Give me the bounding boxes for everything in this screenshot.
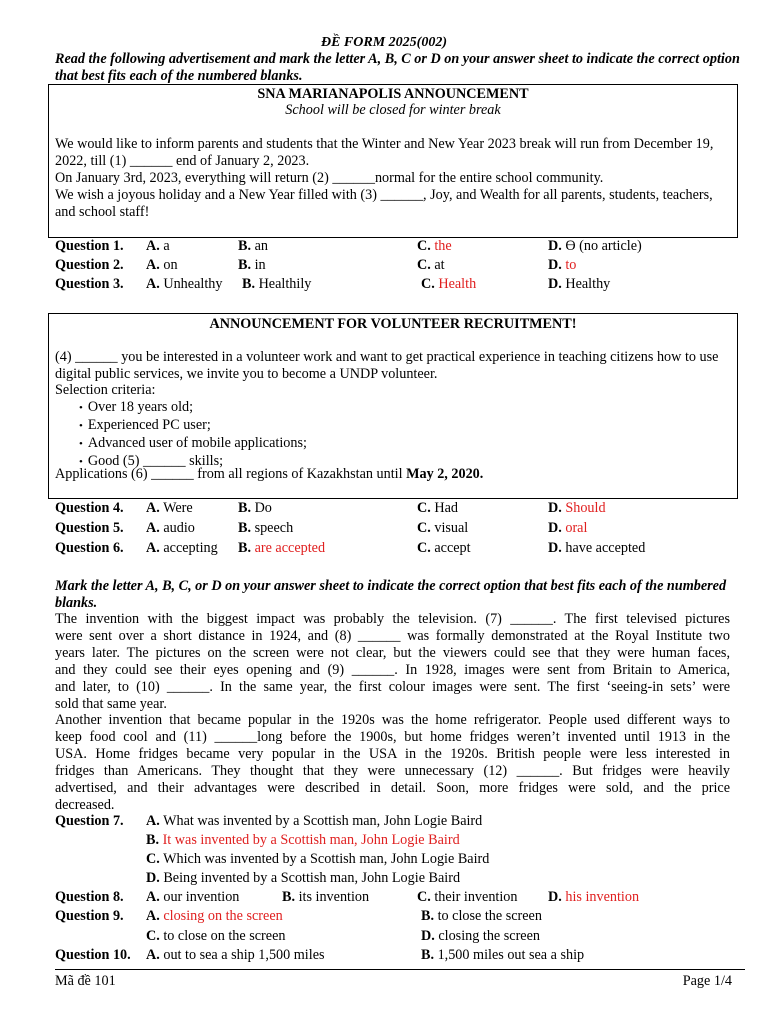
question-label: Question 8. (55, 889, 124, 905)
option-d[interactable]: D. closing the screen (421, 928, 540, 944)
passage-line: sold that same year. (55, 696, 167, 712)
option-c[interactable]: C. accept (417, 540, 471, 556)
passage-line: fridges than Americans. They thought that they were unnecessary (12) ______. But fridges were heavily (55, 763, 730, 779)
passage-line: Another invention that became popular in the 1920s was the home refrigerator. People used different ways to (55, 712, 730, 728)
page-number: Page 1/4 (682, 973, 732, 989)
applications-line: Applications (6) ______ from all regions of Kazakhstan until May 2, 2020. (55, 466, 484, 482)
option-b[interactable]: B. in (238, 257, 266, 273)
option-a[interactable]: A. a (146, 238, 170, 254)
criteria-list (65, 399, 665, 471)
question-label: Question 7. (55, 813, 124, 829)
option-d-correct[interactable]: D. his invention (548, 889, 640, 905)
question-label: Question 1. (55, 238, 124, 254)
page-title: ĐỀ FORM 2025(002) (320, 35, 447, 50)
passage-paragraph-1 (55, 611, 730, 713)
option-a-correct[interactable]: A. closing on the screen (146, 908, 283, 924)
criteria-item: • Advanced user of mobile applications; (79, 435, 665, 453)
question-label: Question 5. (55, 520, 124, 536)
passage-line: years later. The pictures on the screen were not clear, but the viewers could see that they were human faces, (55, 645, 730, 661)
box2-paragraph-1: (4) ______ you be interested in a volunteer work and want to get practical experience in teaching citizens how to use digital public services, we invite you to become a UNDP volunteer. (55, 349, 719, 382)
option-b[interactable]: B. 1,500 miles out sea a ship (421, 947, 585, 963)
option-a[interactable]: A. What was invented by a Scottish man, John Logie Baird (146, 813, 483, 829)
option-a[interactable]: A. Were (146, 500, 193, 516)
option-a[interactable]: A. audio (146, 520, 195, 536)
option-c[interactable]: C. their invention (417, 889, 518, 905)
option-b[interactable]: B. its invention (282, 889, 370, 905)
option-a[interactable]: A. on (146, 257, 178, 273)
instructions-2: Mark the letter A, B, C, or D on your answer sheet to indicate the correct option that best fits each of the numbered blanks. (55, 578, 727, 611)
criteria-item: • Good (5) ______ skills; (79, 453, 665, 471)
application-deadline: May 2, 2020. (406, 466, 484, 482)
passage-line: and they could see their eyes opening and (9) ______. In 1928, images were sent from Britain to America, (55, 662, 730, 678)
option-c[interactable]: C. to close on the screen (146, 928, 286, 944)
passage-line: keep food cool and (11) ______long before the 1900s, but home fridges weren’t invented until 1913 in the (55, 729, 730, 745)
option-c[interactable]: C. Which was invented by a Scottish man, John Logie Baird (146, 851, 490, 867)
box1-paragraph-2: On January 3rd, 2023, everything will return (2) ______normal for the entire school community. (55, 170, 604, 186)
option-b[interactable]: B. Do (238, 500, 272, 516)
criteria-item: • Over 18 years old; (79, 399, 665, 417)
box1-subheading: School will be closed for winter break (285, 102, 501, 118)
criteria-item: • Experienced PC user; (79, 417, 665, 435)
passage-line: The invention with the biggest impact was probably the television. (7) ______. The first televised pictures (55, 611, 730, 627)
option-c-correct[interactable]: C. the (417, 238, 452, 254)
box1-heading: SNA MARIANAPOLIS ANNOUNCEMENT (257, 86, 529, 102)
option-c[interactable]: C. visual (417, 520, 469, 536)
option-d-correct[interactable]: D. oral (548, 520, 588, 536)
question-label: Question 3. (55, 276, 124, 292)
option-b[interactable]: B. Healthily (242, 276, 312, 292)
option-b-correct[interactable]: B. are accepted (238, 540, 326, 556)
question-label: Question 10. (55, 947, 131, 963)
option-c-correct[interactable]: C. Health (421, 276, 477, 292)
passage-paragraph-2 (55, 712, 730, 814)
question-label: Question 2. (55, 257, 124, 273)
passage-line: USA. Home fridges became very popular in the USA in the 1920s. British people were less interested in (55, 746, 730, 762)
box2-heading: ANNOUNCEMENT FOR VOLUNTEER RECRUITMENT! (209, 316, 577, 332)
option-b-correct[interactable]: B. It was invented by a Scottish man, John Logie Baird (146, 832, 460, 848)
option-d[interactable]: D. Healthy (548, 276, 611, 292)
passage-line: were sent over a short distance in 1924, and (8) ______ was formally demonstrated at the Royal Institute two (55, 628, 730, 644)
option-b[interactable]: B. speech (238, 520, 294, 536)
option-d[interactable]: D. Ɵ (no article) (548, 238, 642, 254)
option-d[interactable]: D. have accepted (548, 540, 646, 556)
option-d[interactable]: D. Being invented by a Scottish man, John Logie Baird (146, 870, 461, 886)
option-b[interactable]: B. to close the screen (421, 908, 542, 924)
option-a[interactable]: A. out to sea a ship 1,500 miles (146, 947, 325, 963)
passage-line: advertised, and their advantages were described in detail. Soon, more fridges were sold, and the price (55, 780, 730, 796)
option-b[interactable]: B. an (238, 238, 268, 254)
option-a[interactable]: A. our invention (146, 889, 240, 905)
option-c[interactable]: C. at (417, 257, 445, 273)
question-label: Question 6. (55, 540, 124, 556)
passage-line: and later, to (10) ______. In the same year, the first colour images were sent. The first ‘seeing-in sets’ were (55, 679, 730, 695)
option-a[interactable]: A. Unhealthy (146, 276, 223, 292)
option-d-correct[interactable]: D. to (548, 257, 577, 273)
criteria-label: Selection criteria: (55, 382, 156, 398)
passage-line: decreased. (55, 797, 115, 813)
question-label: Question 4. (55, 500, 124, 516)
option-c[interactable]: C. Had (417, 500, 458, 516)
question-label: Question 9. (55, 908, 124, 924)
box1-paragraph-1: We would like to inform parents and students that the Winter and New Year 2023 break will run from December 19, 2022, till (1) ______ end of January 2, 2023. (55, 136, 714, 169)
box1-paragraph-3: We wish a joyous holiday and a New Year filled with (3) ______, Joy, and Wealth for all parents, students, teachers, and school staff! (55, 187, 713, 220)
option-a[interactable]: A. accepting (146, 540, 218, 556)
option-d-correct[interactable]: D. Should (548, 500, 606, 516)
footer-divider (55, 969, 745, 970)
exam-code: Mã đề 101 (55, 973, 116, 989)
instructions-1: Read the following advertisement and mark the letter A, B, C or D on your answer sheet to indicate the correct option that best fits each of the numbered blanks. (55, 51, 740, 84)
